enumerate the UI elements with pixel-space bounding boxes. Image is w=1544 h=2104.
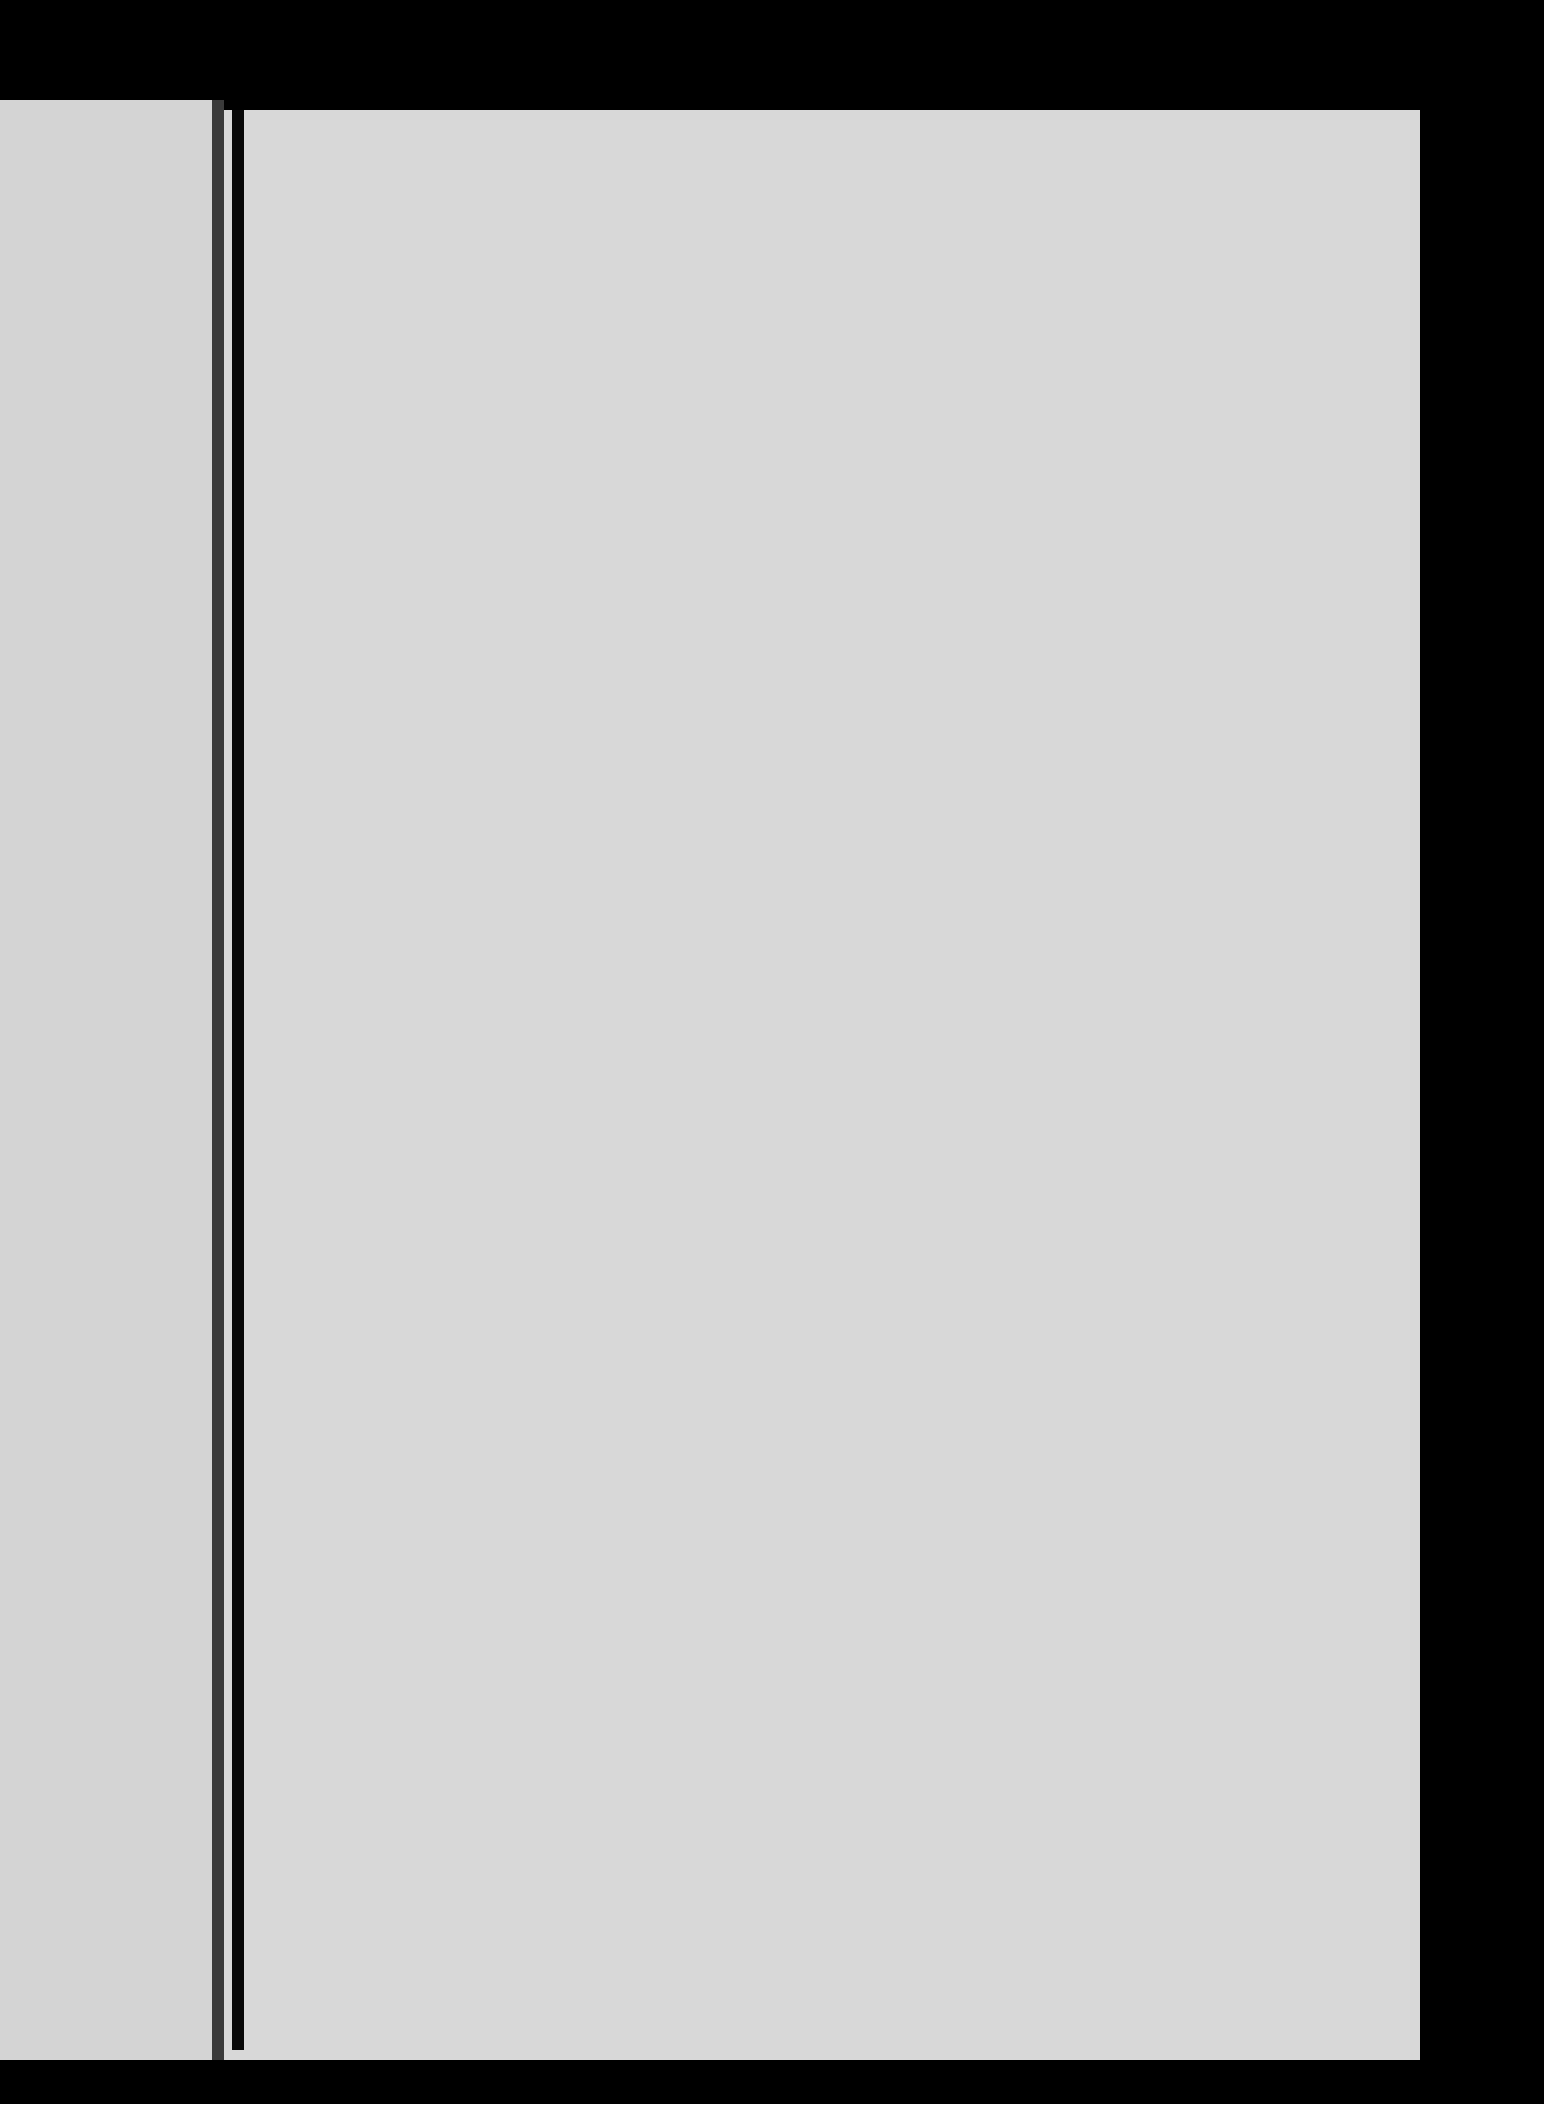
main-page	[224, 110, 1420, 2060]
page-gutter	[212, 100, 224, 2060]
binding-rule	[232, 110, 244, 2050]
left-page-fragment	[0, 100, 212, 2060]
